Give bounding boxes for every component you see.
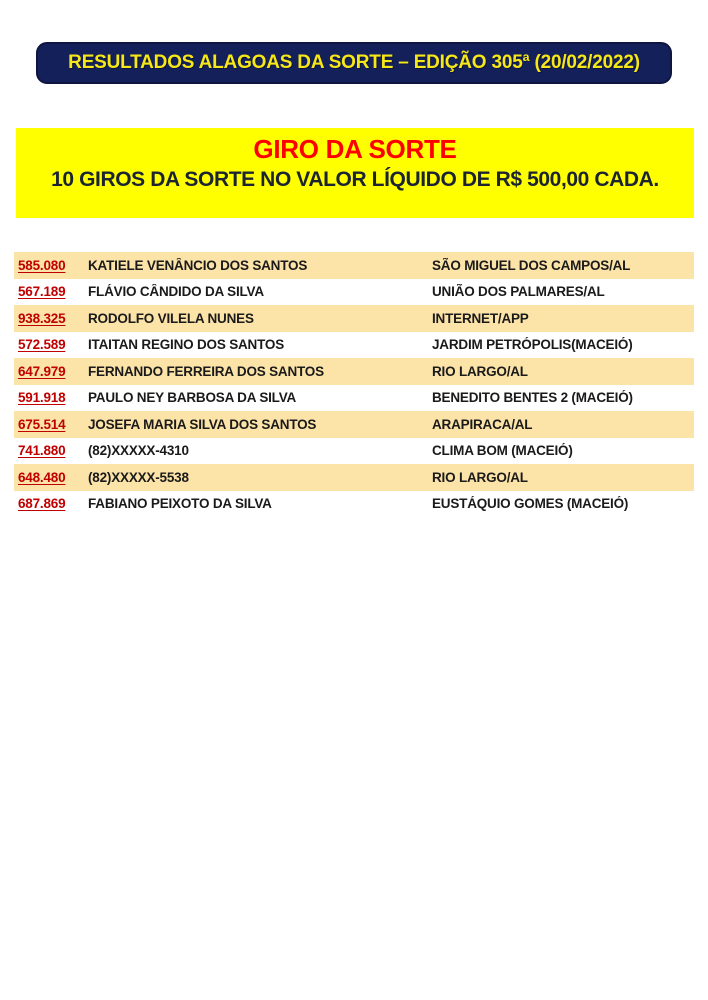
winner-location: RIO LARGO/AL (432, 469, 528, 485)
winner-name: KATIELE VENÂNCIO DOS SANTOS (88, 257, 308, 273)
winner-location: UNIÃO DOS PALMARES/AL (432, 284, 605, 300)
winner-name: FABIANO PEIXOTO DA SILVA (88, 496, 272, 512)
winner-location: RIO LARGO/AL (432, 363, 528, 379)
table-row (14, 332, 694, 359)
ticket-number: 687.869 (18, 496, 66, 512)
winner-location: INTERNET/APP (432, 310, 529, 326)
banner-title: GIRO DA SORTE (253, 134, 457, 164)
header-bar (36, 42, 672, 84)
winner-name: FLÁVIO CÂNDIDO DA SILVA (88, 284, 264, 300)
table-row (14, 305, 694, 332)
winner-name: FERNANDO FERREIRA DOS SANTOS (88, 363, 324, 379)
page-title: RESULTADOS ALAGOAS DA SORTE – EDIÇÃO 305ª (20/02/2022) (68, 52, 640, 73)
ticket-number: 585.080 (18, 257, 66, 273)
table-row (14, 358, 694, 385)
ticket-number: 675.514 (18, 416, 66, 432)
winner-location: EUSTÁQUIO GOMES (MACEIÓ) (432, 496, 629, 512)
winner-name: RODOLFO VILELA NUNES (88, 310, 254, 326)
ticket-number: 741.880 (18, 443, 66, 459)
winner-location: JARDIM PETRÓPOLIS(MACEIÓ) (432, 337, 633, 353)
ticket-number: 647.979 (18, 363, 66, 379)
ticket-number: 572.589 (18, 337, 66, 353)
ticket-number: 591.918 (18, 390, 66, 406)
table-row (14, 438, 694, 465)
table-row (14, 491, 694, 518)
table-row (14, 385, 694, 412)
winner-name: ITAITAN REGINO DOS SANTOS (88, 337, 285, 353)
ticket-number: 938.325 (18, 310, 66, 326)
winner-location: ARAPIRACA/AL (432, 416, 533, 432)
winner-name: PAULO NEY BARBOSA DA SILVA (88, 390, 297, 406)
winner-name: (82)XXXXX-4310 (88, 443, 189, 459)
results-table (14, 252, 694, 517)
winner-name: (82)XXXXX-5538 (88, 469, 189, 485)
table-row (14, 279, 694, 306)
banner-subtitle: 10 GIROS DA SORTE NO VALOR LÍQUIDO DE R$ 500,00 CADA. (51, 167, 659, 191)
winner-location: BENEDITO BENTES 2 (MACEIÓ) (432, 390, 633, 406)
winner-location: SÃO MIGUEL DOS CAMPOS/AL (432, 257, 631, 273)
table-row (14, 464, 694, 491)
ticket-number: 648.480 (18, 469, 66, 485)
prize-banner (16, 128, 694, 218)
winner-location: CLIMA BOM (MACEIÓ) (432, 443, 573, 459)
winner-name: JOSEFA MARIA SILVA DOS SANTOS (88, 416, 317, 432)
table-row (14, 252, 694, 279)
ticket-number: 567.189 (18, 284, 66, 300)
table-row (14, 411, 694, 438)
